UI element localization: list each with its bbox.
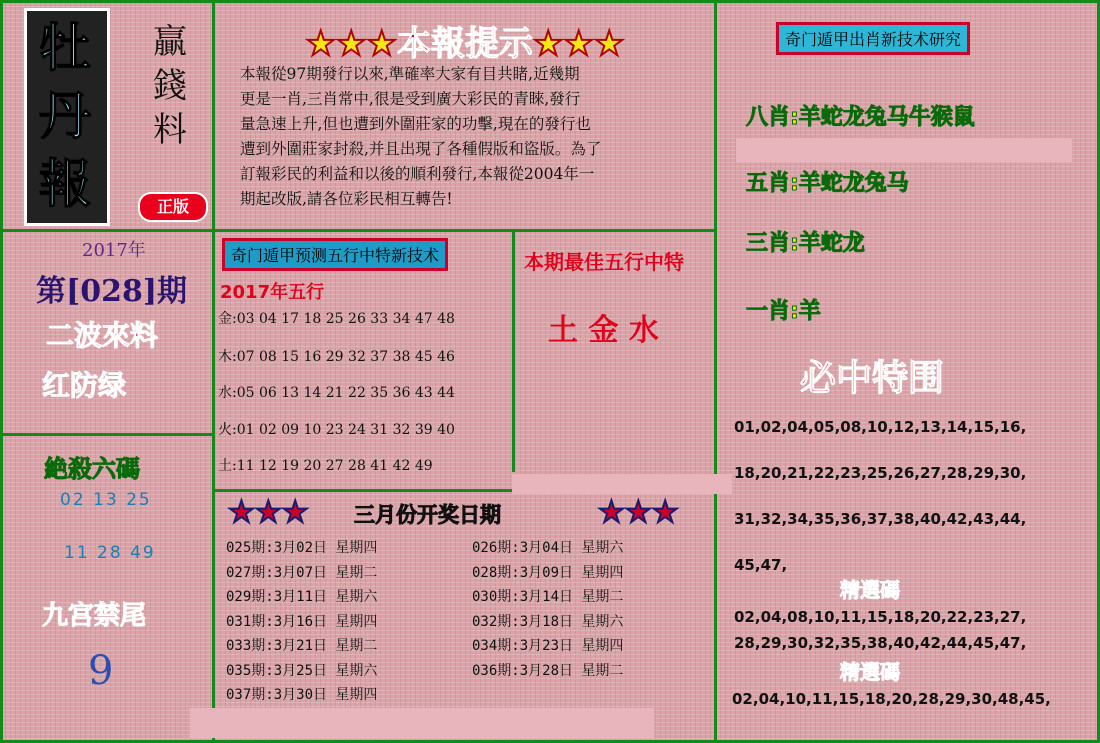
date-row: 026期:3月04日 星期六 [472,540,624,556]
wuxing-row: 水:05 06 13 14 21 22 35 36 43 44 [218,385,455,401]
date-row: 036期:3月28日 星期二 [472,662,624,679]
divider [0,433,212,436]
best-value: 土 金 水 [548,313,659,348]
divider [0,0,1100,3]
issue-number: 第[028]期 [36,274,188,309]
divider [212,0,215,743]
date-row: 035期:3月25日 星期六 [226,662,378,679]
best-title: 本期最佳五行中特 [524,250,684,274]
select-line: 28,29,30,32,35,38,40,42,44,45,47, [734,634,1027,652]
wuxing-row: 木:07 08 15 16 29 32 37 38 45 46 [218,349,455,365]
star-icon: ★★★ [533,24,625,64]
special-lines [734,404,1026,588]
date-row: 029期:3月11日 星期六 [226,589,378,605]
tagline [150,20,190,152]
star-icon: ★★★ [598,495,679,530]
tail-value: 9 [88,648,114,694]
kill-row: 11 28 49 [64,543,156,563]
star-icon: ★★★ [305,24,397,64]
date-row: 025期:3月02日 星期四 [226,540,378,556]
divider [0,229,714,232]
star-icon: ★★★ [228,495,309,530]
special-title: 必中特围 [800,358,945,399]
special-line: 45,47, [734,556,788,574]
wave-title: 二波來料 [46,319,159,352]
tagline-char: 料 [153,110,187,150]
dates-title: 三月份开奖日期 [354,503,501,527]
kill-title: 絶殺六碼 [44,455,140,483]
zodiac-five: 五肖:羊蛇龙兔马 [746,171,909,196]
logo-char: 丹 [38,87,91,147]
dates-left-col [226,536,377,708]
select-line: 02,04,08,10,11,15,18,20,22,23,27, [734,608,1027,626]
date-row: 030期:3月14日 星期二 [472,589,624,605]
zodiac-eight: 八肖:羊蛇龙兔马牛猴鼠 [746,105,975,130]
select-line: 02,04,10,11,15,18,20,28,29,30,48,45, [732,690,1051,708]
date-row: 034期:3月23日 星期四 [472,638,624,654]
issue-year: 2017年 [82,240,146,261]
date-row: 032期:3月18日 星期六 [472,613,624,630]
wuxing-box-label: 奇门遁甲预测五行中特新技术 [222,238,448,271]
date-row: 028期:3月09日 星期四 [472,564,624,581]
newspaper-logo [24,8,110,226]
notice-title-text: 本報提示 [397,24,533,64]
wuxing-row: 金:03 04 17 18 25 26 33 34 47 48 [218,311,455,327]
dates-header [228,495,708,531]
logo-char: 牡 [38,19,91,79]
decorative-bar [736,138,1072,162]
select-lines [734,604,1026,656]
decorative-bar [190,708,654,738]
dates-right-col [472,536,623,683]
divider [714,0,717,743]
logo-char: 報 [38,155,91,215]
authentic-badge: 正版 [138,192,208,222]
kill-row: 02 13 25 [60,490,152,510]
special-line: 01,02,04,05,08,10,12,13,14,15,16, [734,418,1027,436]
select-lines [732,690,1051,708]
tagline-char: 贏 [153,22,187,62]
wuxing-row: 土:11 12 19 20 27 28 41 42 49 [218,458,433,474]
zodiac-one: 一肖:羊 [746,299,821,324]
date-row: 027期:3月07日 星期二 [226,564,378,581]
decorative-bar [512,474,732,494]
divider [0,0,3,743]
date-row: 037期:3月30日 星期四 [226,687,378,703]
special-line: 31,32,34,35,36,37,38,40,42,43,44, [734,510,1027,528]
zodiac-three: 三肖:羊蛇龙 [746,231,865,256]
select-title: 精選碼 [840,578,900,602]
notice-body: 本報從97期發行以來,準確率大家有目共睹,近幾期 更是一肖,三肖常中,很是受到廣大彩民的青睞,發行 量急速上升,但也遭到外圍莊家的功擊,現在的發行也 遭到外圍莊家封殺,并且出現了各種假版和盜版。為了 訂報彩民的利益和以後的順利發行,本報從2004年一 期起改版,請各位彩民相互轉告! [240,65,602,208]
special-line: 18,20,21,22,23,25,26,27,28,29,30, [734,464,1027,482]
date-row: 031期:3月16日 星期四 [226,613,378,630]
tagline-char: 錢 [153,66,187,106]
wuxing-year-title: 2017年五行 [220,282,325,303]
notice-title [300,16,630,65]
divider [512,232,515,472]
select-title: 精選碼 [840,660,900,684]
tail-title: 九宫禁尾 [42,601,147,631]
wuxing-row: 火:01 02 09 10 23 24 31 32 39 40 [218,422,455,438]
wave-value: 红防绿 [42,369,127,402]
zodiac-box-label: 奇门遁甲出肖新技术研究 [776,22,970,55]
date-row: 033期:3月21日 星期二 [226,638,378,654]
